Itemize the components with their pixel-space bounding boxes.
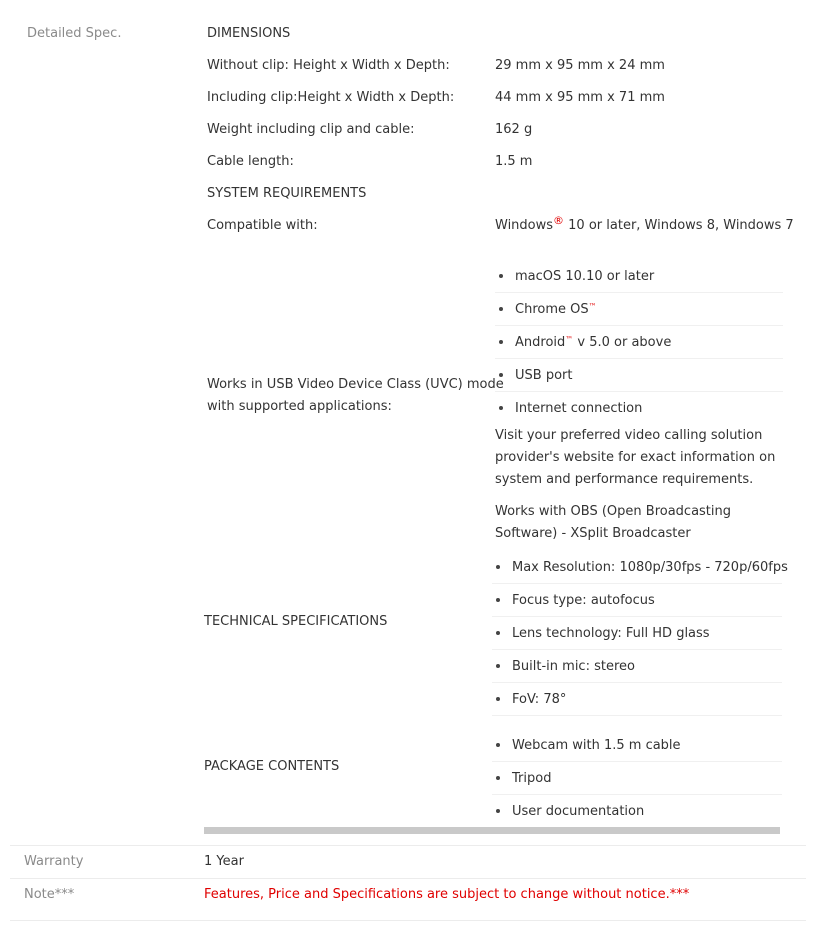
spec-row-value: 44 mm x 95 mm x 71 mm <box>495 90 665 105</box>
bullet-icon <box>499 406 503 410</box>
bullet-icon <box>496 565 500 569</box>
spec-row-value: 1.5 m <box>495 154 533 169</box>
bullet-icon <box>496 598 500 602</box>
list-item: Lens technology: Full HD glass <box>492 617 782 650</box>
divider <box>10 920 806 921</box>
list-item: Tripod <box>492 762 782 795</box>
package-contents-list <box>492 729 782 828</box>
compatible-rest: 10 or later, Windows 8, Windows 7 <box>564 218 794 233</box>
horizontal-scrollbar[interactable] <box>204 827 780 834</box>
registered-mark: ® <box>553 214 565 227</box>
trademark-mark: ™ <box>565 335 574 344</box>
note-obs: Works with OBS (Open Broadcasting Software) - XSplit Broadcaster <box>495 504 732 541</box>
trademark-mark: ™ <box>588 302 597 311</box>
list-item: Android™ v 5.0 or above <box>495 326 783 359</box>
bullet-icon <box>499 307 503 311</box>
spec-row-label: Without clip: Height x Width x Depth: <box>207 58 450 73</box>
list-item: Focus type: autofocus <box>492 584 782 617</box>
list-item: macOS 10.10 or later <box>495 260 783 293</box>
compatible-windows: Windows <box>495 218 554 233</box>
divider <box>10 878 806 879</box>
compatible-label: Compatible with: <box>207 218 318 233</box>
detailed-spec-label: Detailed Spec. <box>27 26 122 41</box>
bullet-icon <box>496 776 500 780</box>
warranty-value: 1 Year <box>204 854 244 869</box>
list-item: FoV: 78° <box>492 683 782 716</box>
list-item: USB port <box>495 359 783 392</box>
package-contents-heading: PACKAGE CONTENTS <box>204 759 340 774</box>
note-visit-provider: Visit your preferred video calling solution provider's website for exact information on system and performance requirements. <box>495 428 776 487</box>
system-requirements-list <box>495 260 783 425</box>
technical-specifications-list <box>492 551 788 716</box>
bullet-icon <box>496 743 500 747</box>
uvc-label-line2: with supported applications: <box>207 399 392 414</box>
bullet-icon <box>496 809 500 813</box>
spec-row-value: 29 mm x 95 mm x 24 mm <box>495 58 665 73</box>
uvc-label-line1: Works in USB Video Device Class (UVC) mode <box>207 377 504 392</box>
list-item: Built-in mic: stereo <box>492 650 782 683</box>
dimensions-heading: DIMENSIONS <box>207 26 291 41</box>
system-requirements-heading: SYSTEM REQUIREMENTS <box>207 186 367 201</box>
spec-row-label: Including clip:Height x Width x Depth: <box>207 90 455 105</box>
bullet-icon <box>499 274 503 278</box>
list-item: Chrome OS™ <box>495 293 783 326</box>
spec-row-label: Weight including clip and cable: <box>207 122 415 137</box>
note-label: Note*** <box>24 887 75 902</box>
warranty-label: Warranty <box>24 854 84 869</box>
list-item: Webcam with 1.5 m cable <box>492 729 782 762</box>
compatible-value <box>495 215 794 237</box>
technical-specifications-heading: TECHNICAL SPECIFICATIONS <box>204 614 388 629</box>
bullet-icon <box>496 664 500 668</box>
divider <box>10 845 806 846</box>
spec-row-value: 162 g <box>495 122 533 137</box>
list-item: Internet connection <box>495 392 783 425</box>
bullet-icon <box>496 697 500 701</box>
list-item: Max Resolution: 1080p/30fps - 720p/60fps <box>492 551 782 584</box>
bullet-icon <box>496 631 500 635</box>
spec-row-label: Cable length: <box>207 154 294 169</box>
note-value: Features, Price and Specifications are subject to change without notice.*** <box>204 887 690 902</box>
bullet-icon <box>499 340 503 344</box>
list-item: User documentation <box>492 795 782 828</box>
bullet-icon <box>499 373 503 377</box>
